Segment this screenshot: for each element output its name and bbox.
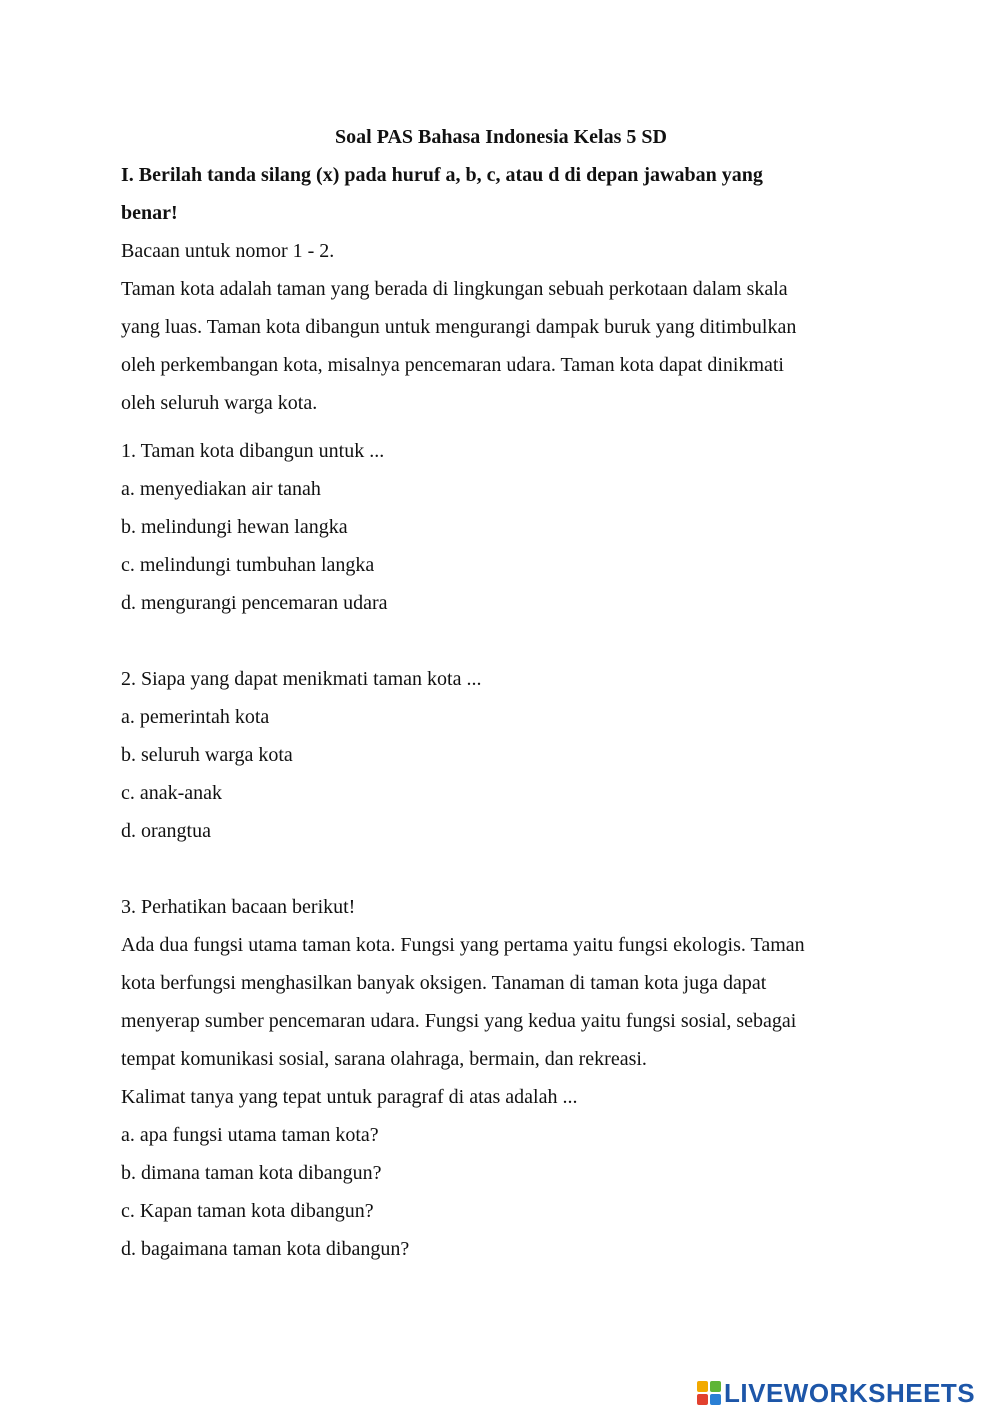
reading-line: yang luas. Taman kota dibangun untuk mengurangi dampak buruk yang ditimbulkan bbox=[121, 316, 797, 338]
answer-option[interactable]: d. orangtua bbox=[121, 820, 211, 842]
answer-option[interactable]: c. Kapan taman kota dibangun? bbox=[121, 1200, 374, 1222]
instruction-line: I. Berilah tanda silang (x) pada huruf a, b, c, atau d di depan jawaban yang bbox=[121, 164, 763, 186]
passage-line: kota berfungsi menghasilkan banyak oksigen. Tanaman di taman kota juga dapat bbox=[121, 972, 767, 994]
reading-line: oleh seluruh warga kota. bbox=[121, 392, 318, 414]
reading-section bbox=[121, 232, 881, 422]
answer-option[interactable]: b. dimana taman kota dibangun? bbox=[121, 1162, 382, 1184]
answer-option[interactable]: a. pemerintah kota bbox=[121, 706, 270, 728]
answer-option[interactable]: b. seluruh warga kota bbox=[121, 744, 293, 766]
reading-intro: Bacaan untuk nomor 1 - 2. bbox=[121, 240, 335, 262]
question-prompt: Kalimat tanya yang tepat untuk paragraf di atas adalah ... bbox=[121, 1086, 578, 1108]
answer-option[interactable]: d. mengurangi pencemaran udara bbox=[121, 592, 388, 614]
worksheet-title: Soal PAS Bahasa Indonesia Kelas 5 SD bbox=[335, 126, 667, 148]
passage-line: menyerap sumber pencemaran udara. Fungsi yang kedua yaitu fungsi sosial, sebagai bbox=[121, 1010, 797, 1032]
instruction bbox=[121, 156, 881, 232]
question-text: 3. Perhatikan bacaan berikut! bbox=[121, 896, 356, 918]
passage-line: tempat komunikasi sosial, sarana olahraga, bermain, dan rekreasi. bbox=[121, 1048, 647, 1070]
answer-option[interactable]: a. menyediakan air tanah bbox=[121, 478, 321, 500]
question-2 bbox=[121, 660, 881, 850]
reading-line: oleh perkembangan kota, misalnya pencemaran udara. Taman kota dapat dinikmati bbox=[121, 354, 784, 376]
question-text: 2. Siapa yang dapat menikmati taman kota ... bbox=[121, 668, 482, 690]
question-3 bbox=[121, 888, 881, 1268]
passage-line: Ada dua fungsi utama taman kota. Fungsi yang pertama yaitu fungsi ekologis. Taman bbox=[121, 934, 805, 956]
logo-text: LIVEWORKSHEETS bbox=[724, 1377, 976, 1408]
reading-line: Taman kota adalah taman yang berada di lingkungan sebuah perkotaan dalam skala bbox=[121, 278, 788, 300]
answer-option[interactable]: b. melindungi hewan langka bbox=[121, 516, 348, 538]
question-1 bbox=[121, 432, 881, 622]
answer-option[interactable]: c. anak-anak bbox=[121, 782, 223, 804]
liveworksheets-logo bbox=[697, 1378, 975, 1408]
answer-option[interactable]: a. apa fungsi utama taman kota? bbox=[121, 1124, 379, 1146]
answer-option[interactable]: c. melindungi tumbuhan langka bbox=[121, 554, 375, 576]
answer-option[interactable]: d. bagaimana taman kota dibangun? bbox=[121, 1238, 410, 1260]
liveworksheets-logo-icon bbox=[697, 1381, 721, 1405]
instruction-line: benar! bbox=[121, 202, 178, 224]
worksheet-content bbox=[121, 118, 881, 1268]
question-text: 1. Taman kota dibangun untuk ... bbox=[121, 440, 385, 462]
